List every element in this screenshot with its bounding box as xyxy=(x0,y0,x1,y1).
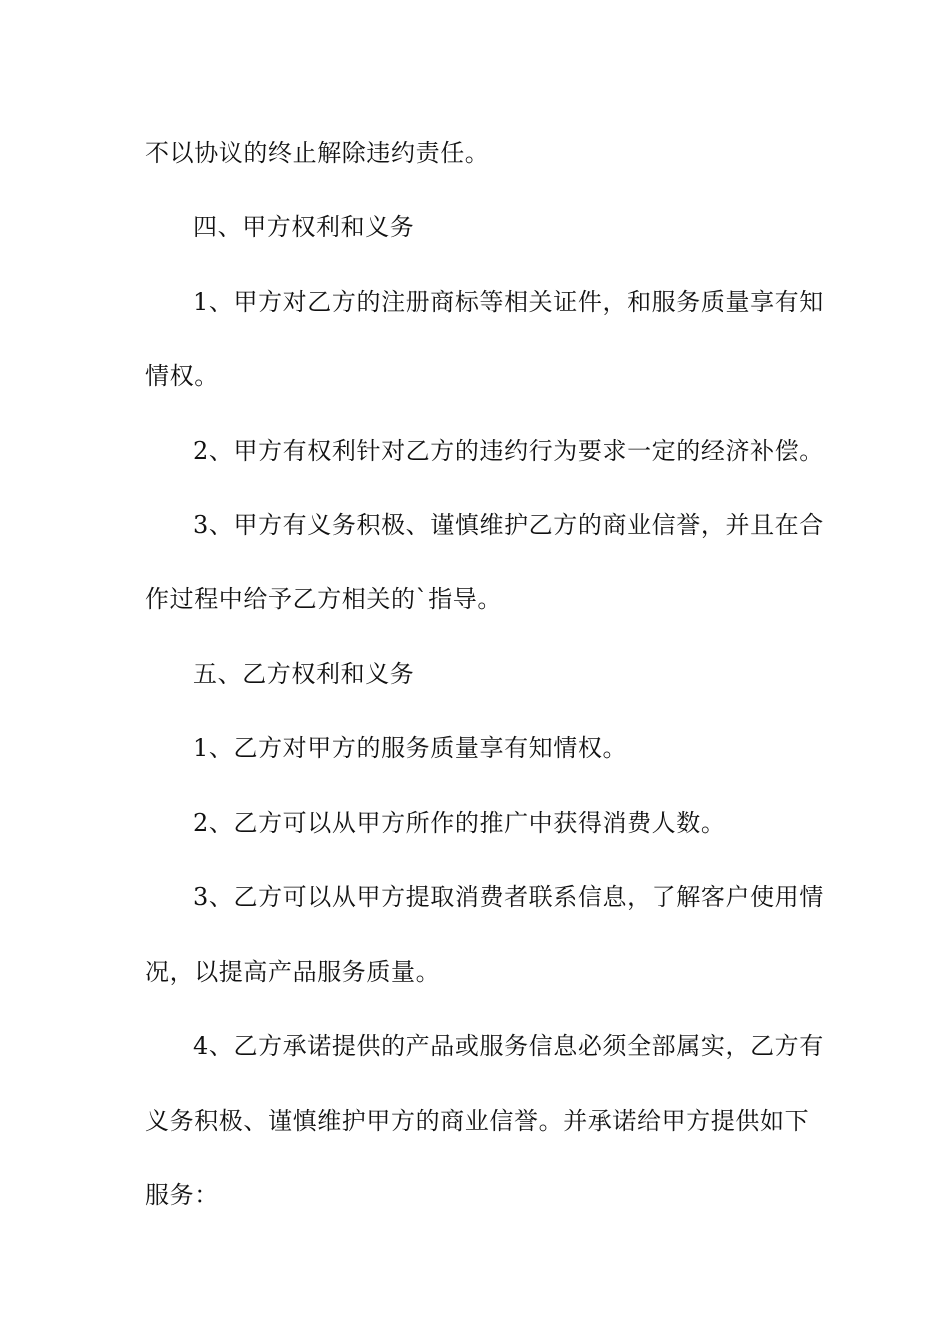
paragraph-line: 作过程中给予乙方相关的`指导。 xyxy=(145,585,502,613)
paragraph-line: 3、甲方有义务积极、谨慎维护乙方的商业信誉，并且在合 xyxy=(193,511,824,539)
paragraph-line: 情权。 xyxy=(145,362,219,390)
paragraph-line: 2、甲方有权利针对乙方的违约行为要求一定的经济补偿。 xyxy=(193,437,824,465)
paragraph-line: 义务积极、谨慎维护甲方的商业信誉。并承诺给甲方提供如下 xyxy=(145,1107,810,1135)
paragraph-line: 4、乙方承诺提供的产品或服务信息必须全部属实，乙方有 xyxy=(193,1032,824,1060)
paragraph-line: 1、甲方对乙方的注册商标等相关证件，和服务质量享有知 xyxy=(193,288,824,316)
paragraph-line: 服务： xyxy=(145,1181,219,1209)
paragraph-line: 3、乙方可以从甲方提取消费者联系信息，了解客户使用情 xyxy=(193,883,824,911)
section-heading: 五、乙方权利和义务 xyxy=(193,660,415,688)
paragraph-line: 况，以提高产品服务质量。 xyxy=(145,958,441,986)
paragraph-line: 2、乙方可以从甲方所作的推广中获得消费人数。 xyxy=(193,809,726,837)
paragraph-line: 不以协议的终止解除违约责任。 xyxy=(145,139,490,167)
section-heading: 四、甲方权利和义务 xyxy=(193,213,415,241)
paragraph-line: 1、乙方对甲方的服务质量享有知情权。 xyxy=(193,734,628,762)
